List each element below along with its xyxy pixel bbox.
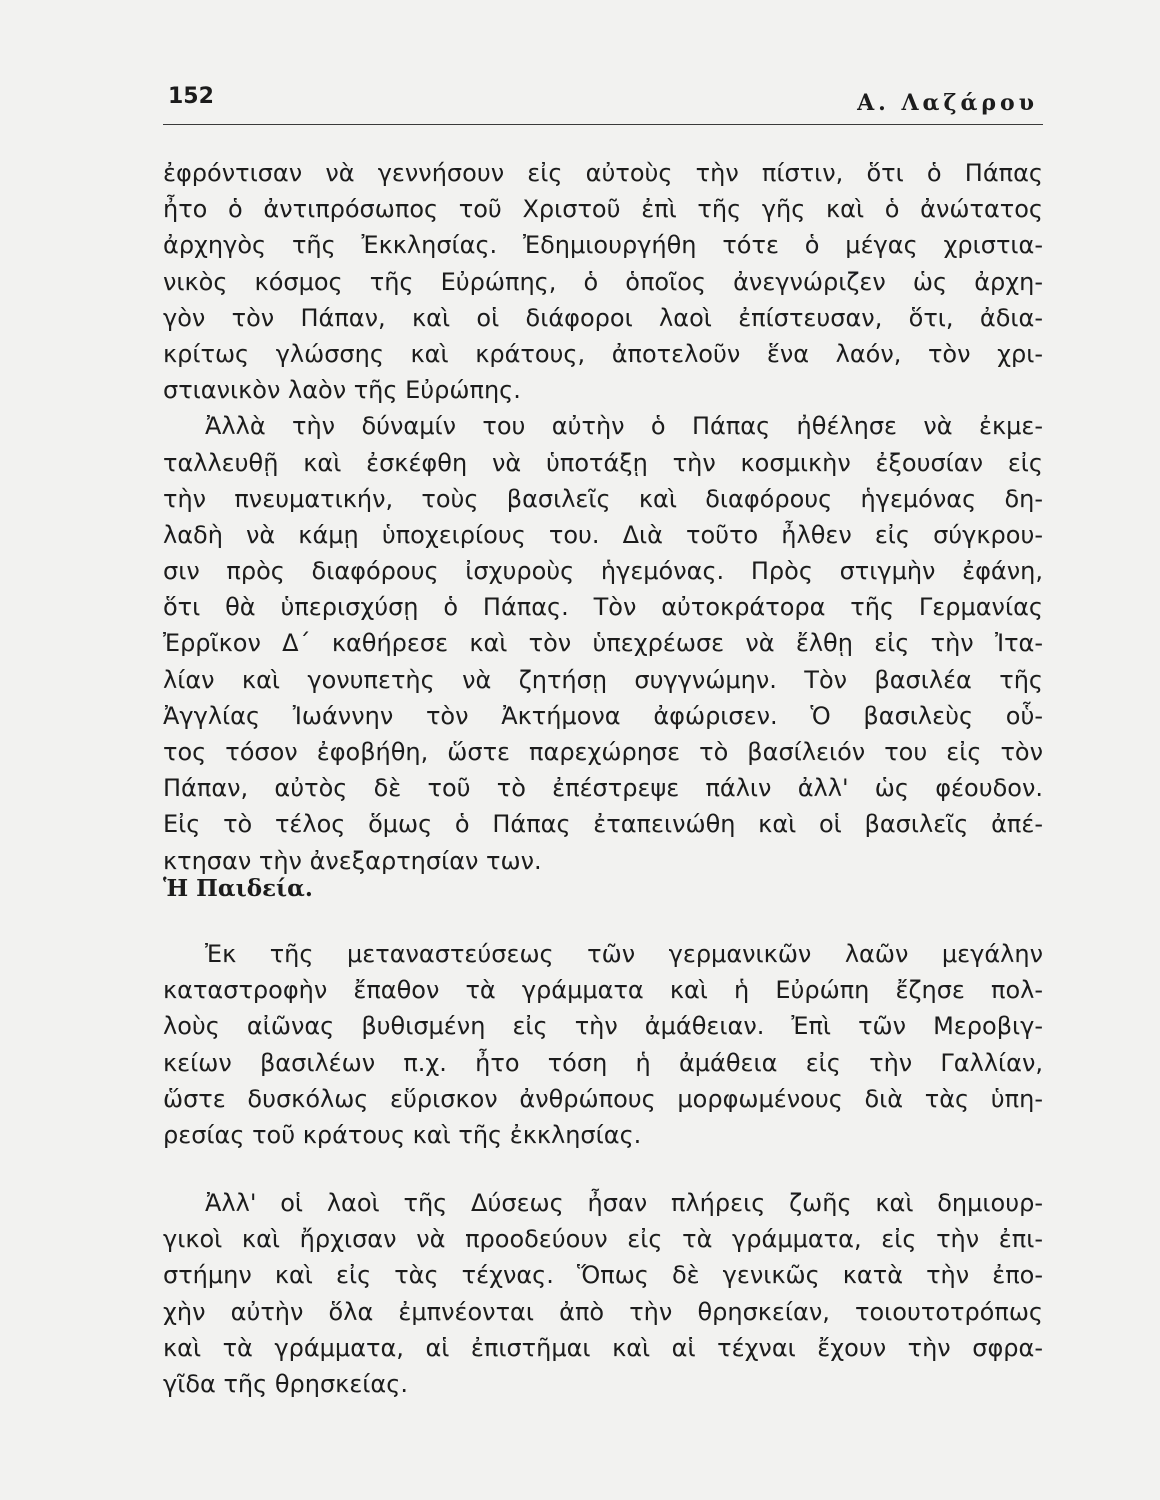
text-line: τὴν πνευματικήν, τοὺς βασιλεῖς καὶ διαφόρους ἡγεμόνας δη- — [163, 484, 1043, 513]
text-line: Ἀλλὰ τὴν δύναμίν του αὐτὴν ὁ Πάπας ἠθέλησε νὰ ἐκμε- — [205, 412, 1043, 441]
text-line: γὸν τὸν Πάπαν, καὶ οἱ διάφοροι λαοὶ ἐπίστευσαν, ὅτι, ἀδια- — [163, 303, 1043, 332]
text-line: ταλλευθῇ καὶ ἐσκέφθη νὰ ὑποτάξῃ τὴν κοσμικὴν ἐξουσίαν εἰς — [163, 448, 1043, 477]
text-line: ὅτι θὰ ὑπερισχύσῃ ὁ Πάπας. Τὸν αὐτοκράτορα τῆς Γερμανίας — [163, 593, 1043, 622]
text-line: Ἐκ τῆς μεταναστεύσεως τῶν γερμανικῶν λαῶν μεγάλην — [205, 940, 1043, 968]
text-line: τος τόσον ἐφοβήθη, ὥστε παρεχώρησε τὸ βασίλειόν του εἰς τὸν — [163, 738, 1043, 766]
text-line: ἦτο ὁ ἀντιπρόσωπος τοῦ Χριστοῦ ἐπὶ τῆς γῆς καὶ ὁ ἀνώτατος — [163, 195, 1043, 224]
text-line: σιν πρὸς διαφόρους ἰσχυροὺς ἡγεμόνας. Πρὸς στιγμὴν ἐφάνη, — [163, 557, 1043, 586]
text-line: ρεσίας τοῦ κράτους καὶ τῆς ἐκκλησίας. — [163, 1120, 642, 1149]
page-number: 152 — [168, 84, 214, 109]
paragraph-education — [163, 936, 1043, 1153]
text-line: κείων βασιλέων π.χ. ἦτο τόση ἡ ἀμάθεια εἰς τὴν Γαλλίαν, — [163, 1048, 1043, 1077]
text-line: στήμην καὶ εἰς τὰς τέχνας. Ὅπως δὲ γενικῶς κατὰ τὴν ἐπο- — [163, 1261, 1043, 1290]
text-line: Ἐρρῖκον Δ΄ καθήρεσε καὶ τὸν ὑπεχρέωσε νὰ ἔλθῃ εἰς τὴν Ἰτα- — [163, 629, 1043, 658]
text-line: Ἀγγλίας Ἰωάννην τὸν Ἀκτήμονα ἀφώρισεν. Ὁ βασιλεὺς οὗ- — [163, 701, 1043, 730]
page-header — [163, 80, 1043, 125]
text-line: Ἀλλ' οἱ λαοὶ τῆς Δύσεως ἦσαν πλήρεις ζωῆς καὶ δημιουρ- — [205, 1189, 1043, 1217]
text-line: λαδὴ νὰ κάμῃ ὑποχειρίους του. Διὰ τοῦτο ἦλθεν εἰς σύγκρου- — [163, 520, 1043, 549]
text-line: Πάπαν, αὐτὸς δὲ τοῦ τὸ ἐπέστρεψε πάλιν ἀλλ' ὡς φέουδον. — [163, 774, 1043, 803]
paragraph-western-peoples — [163, 1185, 1043, 1402]
paragraph-papacy — [163, 155, 1043, 879]
book-page — [163, 80, 1043, 1480]
text-line: γικοὶ καὶ ἤρχισαν νὰ προοδεύουν εἰς τὰ γράμματα, εἰς τὴν ἐπι- — [163, 1225, 1043, 1254]
text-line: Εἰς τὸ τέλος ὅμως ὁ Πάπας ἐταπεινώθη καὶ οἱ βασιλεῖς ἀπέ- — [163, 810, 1043, 839]
text-line: ἀρχηγὸς τῆς Ἐκκλησίας. Ἐδημιουργήθη τότε ὁ μέγας χριστια- — [163, 231, 1043, 260]
text-line: κρίτως γλώσσης καὶ κράτους, ἀποτελοῦν ἕνα λαόν, τὸν χρι- — [163, 339, 1043, 368]
running-head-author: Α. Λαζάρου — [857, 90, 1038, 116]
text-line: καταστροφὴν ἔπαθον τὰ γράμματα καὶ ἡ Εὐρώπη ἔζησε πολ- — [163, 976, 1043, 1005]
text-line: ἐφρόντισαν νὰ γεννήσουν εἰς αὐτοὺς τὴν πίστιν, ὅτι ὁ Πάπας — [163, 159, 1043, 187]
text-line: λοὺς αἰῶνας βυθισμένη εἰς τὴν ἀμάθειαν. Ἐπὶ τῶν Μεροβιγ- — [163, 1012, 1043, 1041]
text-line: νικὸς κόσμος τῆς Εὐρώπης, ὁ ὁποῖος ἀνεγνώριζεν ὡς ἀρχη- — [163, 267, 1043, 296]
text-line: ὥστε δυσκόλως εὕρισκον ἀνθρώπους μορφωμένους διὰ τὰς ὑπη- — [163, 1084, 1043, 1113]
text-line: στιανικὸν λαὸν τῆς Εὐρώπης. — [163, 376, 521, 405]
text-line: χὴν αὐτὴν ὅλα ἐμπνέονται ἀπὸ τὴν θρησκείαν, τοιουτοτρόπως — [163, 1297, 1043, 1326]
text-line: λίαν καὶ γονυπετὴς νὰ ζητήσῃ συγγνώμην. Τὸν βασιλέα τῆς — [163, 665, 1043, 694]
text-line: γῖδα τῆς θρησκείας. — [163, 1369, 408, 1398]
section-heading: Ἡ Παιδεία. — [163, 875, 313, 902]
text-line: καὶ τὰ γράμματα, αἱ ἐπιστῆμαι καὶ αἱ τέχναι ἔχουν τὴν σφρα- — [163, 1333, 1043, 1362]
text-line: κτησαν τὴν ἀνεξαρτησίαν των. — [163, 846, 542, 875]
